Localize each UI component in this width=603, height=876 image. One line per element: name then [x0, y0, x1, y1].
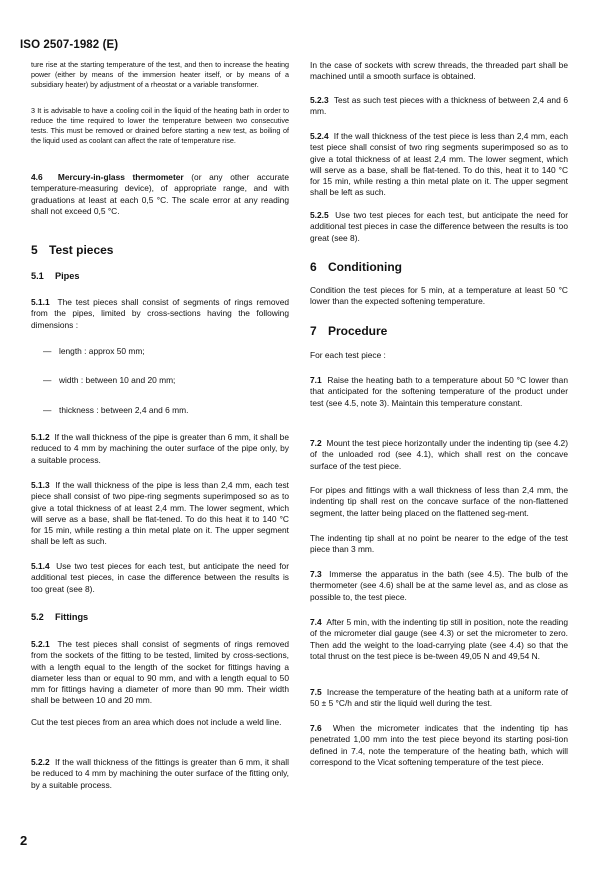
clause-5-2-4 — [310, 131, 568, 199]
heading-5-1-title: Pipes — [55, 271, 80, 281]
clause-5-2-1-number: 5.2.1 — [31, 639, 50, 649]
clause-4-6 — [31, 172, 289, 217]
clause-7-6-text: When the micrometer indicates that the indenting tip has penetrated 1,00 mm into the test piece beyond its starting posi-tion defined in 7.4, note the temperature of the heating bath, which will correspond to the Vicat softening temperature of the test piece. — [310, 723, 568, 767]
heading-7 — [310, 324, 387, 338]
clause-5-2-2-number: 5.2.2 — [31, 757, 50, 767]
clause-7-4-text: After 5 min, with the indenting tip still in position, note the reading of the micrometer dial gauge (see 4.3) or set the micrometer to zero. Then add the weight to the load-carrying plate (see 4.4) so that the total thrust on the test piece is be-tween 49,05 N and 49,54 N. — [310, 617, 568, 661]
clause-5-2-5-number: 5.2.5 — [310, 210, 329, 220]
clause-5-2-3-text: Test as such test pieces with a thickness of between 2,4 and 6 mm. — [310, 95, 568, 117]
clause-7-5-number: 7.5 — [310, 687, 322, 697]
clause-7-5 — [310, 687, 568, 710]
heading-6-number: 6 — [310, 260, 317, 274]
dimension-thickness-text: thickness : between 2,4 and 6 mm. — [59, 405, 189, 415]
clause-7-6-number: 7.6 — [310, 723, 322, 733]
dimension-width — [43, 375, 175, 385]
clause-7-2-text: Mount the test piece horizontally under the indenting tip (see 4.2) of the unloaded rod (see 4.1), which shall rest on the concave surface of the test piece. — [310, 438, 569, 471]
clause-7-3 — [310, 569, 568, 603]
clause-5-2-3 — [310, 95, 568, 118]
clause-5-1-2-number: 5.1.2 — [31, 432, 50, 442]
conditioning-text: Condition the test pieces for 5 min, at a temperature at least 50 °C lower than the expected softening temperature. — [310, 285, 568, 307]
clause-7-1 — [310, 375, 568, 409]
clause-7-4-number: 7.4 — [310, 617, 322, 627]
clause-5-1-3-number: 5.1.3 — [31, 480, 50, 490]
clause-5-1-1 — [31, 297, 289, 331]
clause-7-3-text: Immerse the apparatus in the bath (see 4.5). The bulb of the thermometer (see 4.6) shall be at the same level as, and as close as possible to, the test piece. — [310, 569, 568, 602]
dash-3: — — [43, 405, 52, 415]
clause-5-2-1-text: The test pieces shall consist of segments of rings removed from the sockets of the fitting to be tested, limited by cross-sections, with a length equal to the length of the socket for fittings having a diameter less than or equal to 90 mm, and with a length equal to 50 mm for fittings having a diameter of more than 90 mm. Their width shall be between 10 and 20 mm. — [31, 639, 290, 706]
heading-5-2-title: Fittings — [55, 612, 89, 622]
clause-7-2-thin-walls: For pipes and fittings with a wall thickness of less than 2,4 mm, the indenting tip shall rest on the concave surface of the non-flattened segment, the latter being placed on the flattened seg-ment. — [310, 485, 568, 518]
clause-4-6-title: Mercury-in-glass thermometer — [57, 172, 184, 182]
clause-5-2-5-text: Use two test pieces for each test, but anticipate the need for additional test pieces in case the difference between the results is too great (see 8). — [310, 210, 569, 243]
clause-5-1-2 — [31, 432, 289, 466]
clause-5-2-2 — [31, 757, 289, 791]
dash-1: — — [43, 346, 52, 356]
note-3: 3 It is advisable to have a cooling coil in the liquid of the heating bath in order to reduce the time required to lower the temperature between two consecutive tests. This must be removed or drained before starting a new test, as boiling of the liquid used as coolant can affect the rate of temperature rise. — [31, 106, 289, 146]
dash-2: — — [43, 375, 52, 385]
clause-7-2-edge-distance: The indenting tip shall at no point be nearer to the edge of the test piece than 3 mm. — [310, 533, 568, 555]
screw-threads-text: In the case of sockets with screw threads, the threaded part shall be machined until a smooth surface is obtained. — [310, 60, 568, 82]
dimension-width-text: width : between 10 and 20 mm; — [59, 375, 176, 385]
heading-5-2-number: 5.2 — [31, 612, 44, 622]
heading-5-title: Test pieces — [49, 243, 114, 257]
heading-5-1-number: 5.1 — [31, 271, 44, 281]
clause-4-6-text: (or any other accurate temperature-measuring device), of appropriate range, and with graduations at least at each 0,5 °C. The scale error at any reading shall not exceed 0,5 °C. — [31, 172, 290, 216]
dimension-length — [43, 346, 145, 356]
clause-7-3-number: 7.3 — [310, 569, 322, 579]
document-code: ISO 2507-1982 (E) — [20, 39, 119, 51]
clause-7-2 — [310, 438, 568, 472]
clause-5-1-3 — [31, 480, 289, 548]
heading-5-1 — [31, 271, 80, 281]
clause-5-1-2-text: If the wall thickness of the pipe is greater than 6 mm, it shall be reduced to 4 mm by machining the outer surface of the pipe only, by a suitable process. — [31, 432, 289, 465]
clause-7-4 — [310, 617, 568, 662]
clause-7-6 — [310, 723, 568, 768]
clause-7-1-number: 7.1 — [310, 375, 322, 385]
intro-text: ture rise at the starting temperature of the test, and then to increase the heating power (either by means of the immersion heater itself, or by means of a subsidiary heater) by adjustment of a rheostat or a variable transformer. — [31, 60, 289, 90]
clause-7-5-text: Increase the temperature of the heating bath at a uniform rate of 50 ± 5 °C/h and stir the liquid well during the test. — [310, 687, 569, 709]
cut-instruction: Cut the test pieces from an area which does not include a weld line. — [31, 717, 282, 727]
heading-6-title: Conditioning — [328, 260, 402, 274]
clause-5-1-4-number: 5.1.4 — [31, 561, 50, 571]
page-number: 2 — [20, 833, 28, 848]
clause-4-6-number: 4.6 — [31, 172, 43, 182]
clause-5-2-1 — [31, 639, 289, 707]
clause-5-1-4 — [31, 561, 289, 595]
heading-5-number: 5 — [31, 243, 38, 257]
heading-5 — [31, 243, 113, 257]
clause-5-1-3-text: If the wall thickness of the pipe is less than 2,4 mm, each test piece shall consist of two pipe-ring segments superimposed so as to give a total thickness of at least 2,4 mm. The lower segment, which will serve as a base, shall be flat-tened. To do this heat it to 140 °C for 15 min, while resting a thin metal plate on it. The upper segment shall be left as such. — [31, 480, 290, 547]
clause-5-1-1-number: 5.1.1 — [31, 297, 50, 307]
procedure-intro: For each test piece : — [310, 350, 386, 360]
heading-6 — [310, 260, 402, 274]
clause-5-2-4-number: 5.2.4 — [310, 131, 329, 141]
clause-5-1-4-text: Use two test pieces for each test, but anticipate the need for additional test pieces, in case the difference between the results is too great (see 8). — [31, 561, 290, 594]
clause-7-2-number: 7.2 — [310, 438, 322, 448]
clause-5-1-1-text: The test pieces shall consist of segments of rings removed from the pipes, limited by cross-sections having the following dimensions : — [31, 297, 290, 330]
dimension-length-text: length : approx 50 mm; — [59, 346, 145, 356]
clause-5-2-3-number: 5.2.3 — [310, 95, 329, 105]
heading-7-title: Procedure — [328, 324, 388, 338]
clause-5-2-5 — [310, 210, 568, 244]
heading-5-2 — [31, 612, 88, 622]
clause-5-2-4-text: If the wall thickness of the test piece is less than 2,4 mm, each test piece shall consist of two ring segments superimposed so as to give a total thickness of at least 2,4 mm. The lower segment, which will serve as a base, shall be flat-tened. To do this, heat it to 140 °C for 15 min, while resting a thin metal plate on it. The upper segment shall be left as such. — [310, 131, 569, 198]
heading-7-number: 7 — [310, 324, 317, 338]
clause-5-2-2-text: If the wall thickness of the fittings is greater than 6 mm, it shall be reduced to 4 mm by machining the outer surface of the fitting only, by a suitable process. — [31, 757, 290, 790]
clause-7-1-text: Raise the heating bath to a temperature about 50 °C lower than that anticipated for the softening temperature of the product under test (see 4.5, note 3). Maintain this temperature constant. — [310, 375, 568, 408]
dimension-thickness — [43, 405, 188, 415]
